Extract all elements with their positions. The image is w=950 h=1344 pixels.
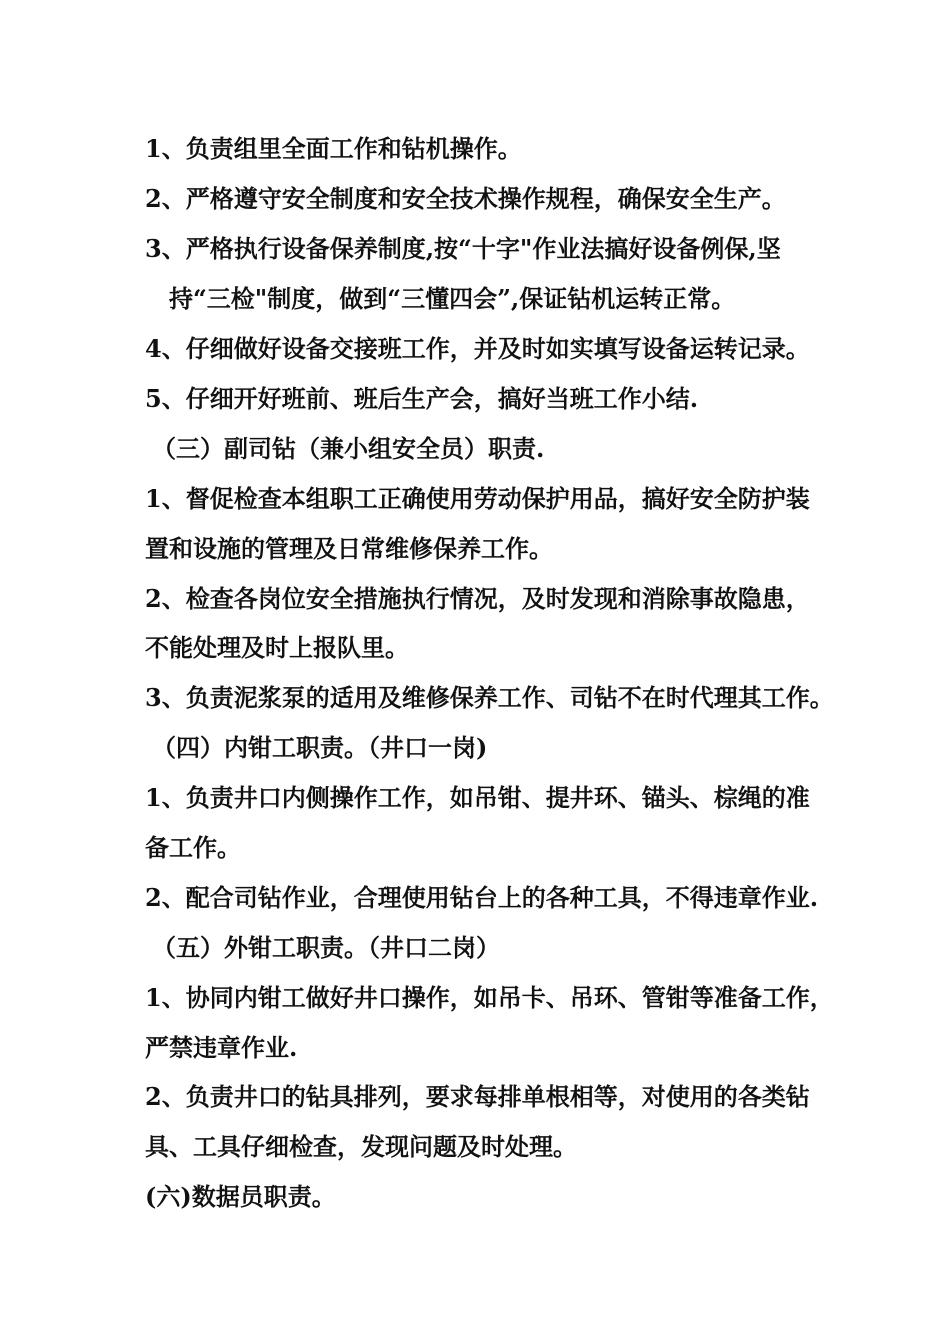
section-heading: （四）内钳工职责。（井口一岗) bbox=[152, 733, 488, 762]
text-line: 1、督促检查本组职工正确使用劳动保护用品，搞好安全防护装 bbox=[145, 484, 810, 513]
section-heading: （三）副司钻（兼小组安全员）职责. bbox=[152, 434, 545, 463]
text-line: 具、工具仔细检查，发现问题及时处理。 bbox=[145, 1132, 577, 1161]
text-line: 1、负责组里全面工作和钻机操作。 bbox=[145, 134, 522, 163]
text-line: 2、检查各岗位安全措施执行情况，及时发现和消除事故隐患， bbox=[145, 584, 810, 613]
text-line: 不能处理及时上报队里。 bbox=[145, 633, 409, 662]
text-line: 2、严格遵守安全制度和安全技术操作规程，确保安全生产。 bbox=[145, 184, 786, 213]
text-line: 3、负责泥浆泵的适用及维修保养工作、司钻不在时代理其工作。 bbox=[145, 683, 834, 712]
text-line: 持“三检"制度，做到“三懂四会”,保证钻机运转正常。 bbox=[169, 284, 736, 313]
text-line: 2、负责井口的钻具排列，要求每排单根相等，对使用的各类钻 bbox=[145, 1082, 810, 1111]
text-line: 1、负责井口内侧操作工作，如吊钳、提井环、锚头、棕绳的准 bbox=[145, 783, 810, 812]
section-heading: (六)数据员职责。 bbox=[145, 1182, 336, 1211]
text-line: 5、仔细开好班前、班后生产会，搞好当班工作小结. bbox=[145, 384, 699, 413]
text-line: 1、协同内钳工做好井口操作，如吊卡、吊环、管钳等准备工作， bbox=[145, 983, 834, 1012]
text-line: 2、配合司钻作业，合理使用钻台上的各种工具，不得违章作业. bbox=[145, 883, 819, 912]
text-line: 严禁违章作业. bbox=[145, 1033, 298, 1062]
text-line: 4、仔细做好设备交接班工作，并及时如实填写设备运转记录。 bbox=[145, 334, 810, 363]
text-line: 3、严格执行设备保养制度,按“十字"作业法搞好设备例保,坚 bbox=[145, 234, 781, 263]
section-heading: （五）外钳工职责。（井口二岗） bbox=[152, 933, 500, 962]
text-line: 置和设施的管理及日常维修保养工作。 bbox=[145, 534, 553, 563]
text-line: 备工作。 bbox=[145, 833, 241, 862]
